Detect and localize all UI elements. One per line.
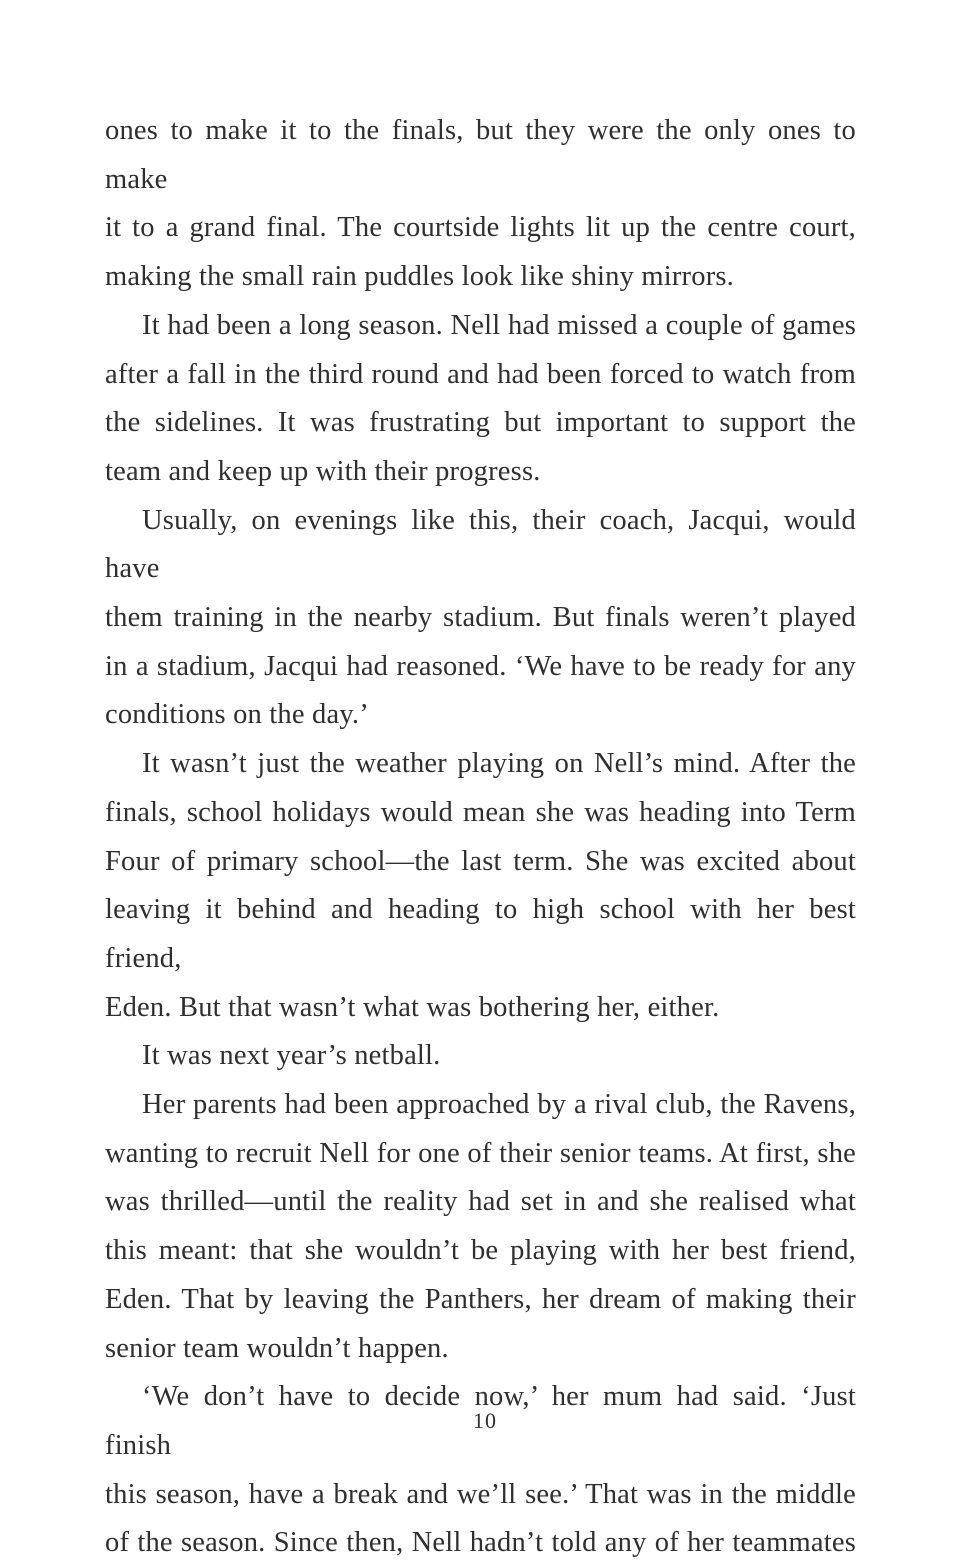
text-line: leaving it behind and heading to high school with her best friend, [105,894,856,974]
text-line: making the small rain puddles look like shiny mirrors. [105,261,735,293]
text-line: Her parents had been approached by a rival club, the Ravens, [142,1089,856,1121]
text-line: after a fall in the third round and had been forced to watch from [105,358,856,390]
text-line: ‘We don’t have to decide now,’ her mum had said. ‘Just finish [105,1381,856,1461]
text-line: senior team wouldn’t happen. [105,1332,449,1364]
text-line: was thrilled—until the reality had set in and she realised what [105,1186,856,1218]
text-line: It was next year’s netball. [142,1040,441,1072]
text-line: Four of primary school—the last term. She was excited about [105,845,856,877]
text-line: ones to make it to the finals, but they were the only ones to make [105,115,856,195]
text-line: It had been a long season. Nell had missed a couple of games [142,309,856,341]
text-line: Eden. But that wasn’t what was bothering her, either. [105,991,720,1023]
text-line: Eden. That by leaving the Panthers, her dream of making their [105,1283,856,1315]
text-line: in a stadium, Jacqui had reasoned. ‘We have to be ready for any [105,650,856,682]
page-number: 10 [473,1408,497,1433]
text-line: conditions on the day.’ [105,699,369,731]
text-line: Usually, on evenings like this, their coach, Jacqui, would have [105,504,856,585]
text-line: the sidelines. It was frustrating but important to support the [105,407,856,439]
text-line: this meant: that she wouldn’t be playing with her best friend, [105,1235,856,1267]
text-line: them training in the nearby stadium. But finals weren’t played [105,602,856,634]
text-line: this season, have a break and we’ll see.’ That was in the middle [105,1478,856,1510]
text-line: wanting to recruit Nell for one of their senior teams. At first, she [105,1137,856,1169]
text-line: team and keep up with their progress. [105,455,541,487]
text-line: It wasn’t just the weather playing on Nell’s mind. After the [142,748,856,780]
text-line: it to a grand final. The courtside lights lit up the centre court, [105,212,856,244]
text-line: of the season. Since then, Nell hadn’t told any of her teammates [105,1527,856,1559]
body-text [105,107,856,1568]
text-line: finals, school holidays would mean she was heading into Term [105,796,856,828]
